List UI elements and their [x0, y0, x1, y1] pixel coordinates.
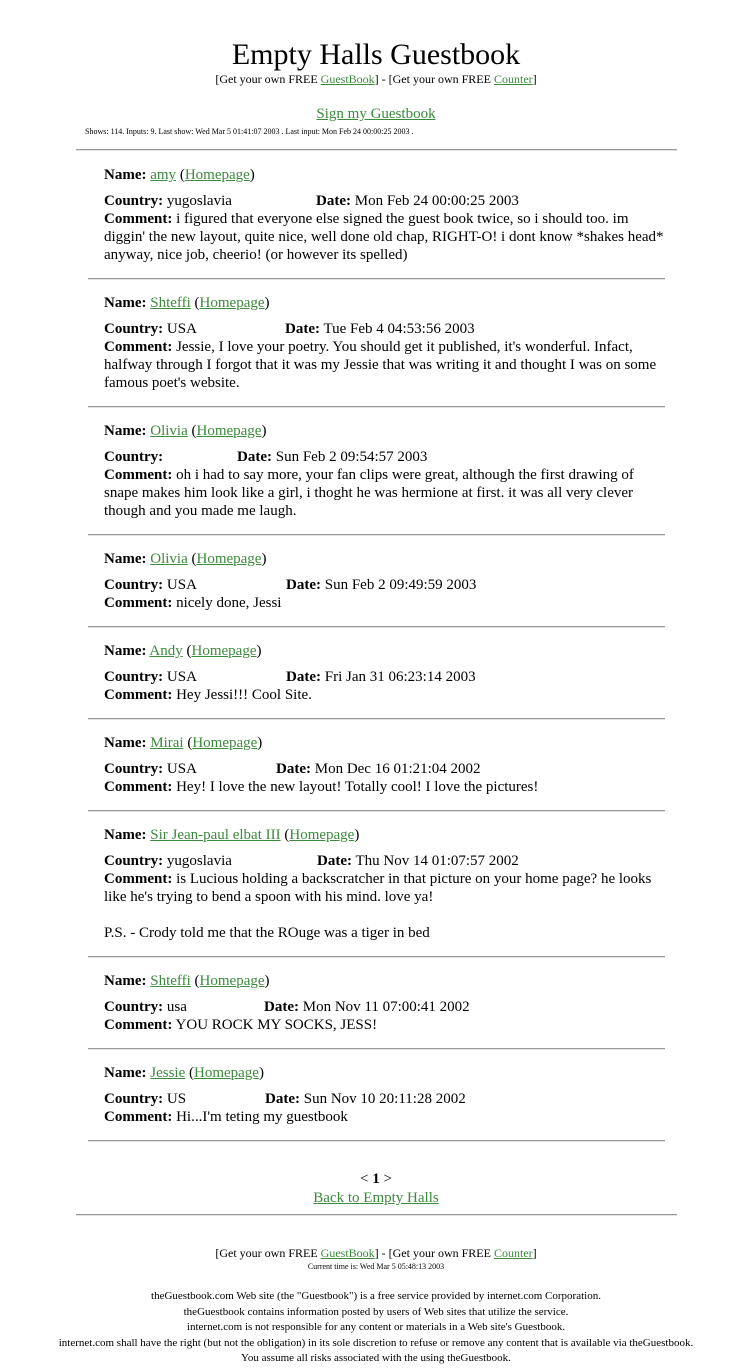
- comment-label: Comment:: [104, 779, 173, 795]
- country-label: Country:: [104, 999, 164, 1015]
- comment-row: [104, 466, 664, 520]
- page-header: [0, 0, 752, 123]
- name-row: Name: Olivia (Homepage): [104, 423, 267, 439]
- current-time: Current time is: Wed Mar 5 05:48:13 2003: [307, 1262, 445, 1271]
- comment-text: Hi...I'm teting my guestbook: [176, 1109, 348, 1125]
- legal-line: theGuestbook.com Web site (the "Guestbook") is a free service provided by internet.com Corporation.: [151, 1290, 601, 1302]
- date-value: Thu Nov 14 01:07:57 2002: [355, 853, 519, 869]
- promo-text-2: ] - [Get your own FREE: [374, 72, 494, 86]
- promo-text-1: [Get your own FREE: [215, 72, 321, 86]
- country-value: USA: [166, 321, 197, 337]
- comment-text: i figured that everyone else signed the guest book twice, so i should too. im diggin' the new layout, quite nice, well done old chap, RIGHT-O! i dont know *shakes head* anyway, nice job, cheerio! (or however its spelled): [104, 211, 664, 263]
- meta-row: [104, 1090, 664, 1108]
- comment-text: YOU ROCK MY SOCKS, JESS!: [175, 1017, 378, 1033]
- comment-row: [104, 778, 664, 796]
- name-row: Name: Andy (Homepage): [104, 643, 262, 659]
- date-label: Date:: [285, 321, 320, 337]
- comment-row: [104, 1016, 664, 1034]
- meta-row: [104, 852, 664, 870]
- counter-promo-link-bottom[interactable]: Counter: [493, 1246, 533, 1260]
- country-label: Country:: [104, 761, 164, 777]
- pager: [0, 1170, 752, 1188]
- comment-label: Comment:: [104, 687, 173, 703]
- meta-row: [104, 192, 664, 210]
- comment-text: Jessie, I love your poetry. You should get it published, it's wonderful. Infact, halfway through I forgot that it was my Jessie that was writing it and thought I was on some famous poet's website.: [104, 339, 657, 391]
- country-value: yugoslavia: [166, 853, 232, 869]
- sign-guestbook-link[interactable]: Sign my Guestbook: [316, 106, 436, 122]
- comment-text: is Lucious holding a backscratcher in that picture on your home page? he looks like he's trying to bend a spoon with his mind. love ya!: [104, 871, 652, 905]
- author-name-link[interactable]: Olivia: [150, 551, 188, 567]
- author-name-link[interactable]: Sir Jean-paul elbat III: [150, 827, 281, 843]
- name-label: Name:: [104, 551, 147, 567]
- country-label: Country:: [104, 193, 164, 209]
- entry-divider: [88, 810, 665, 812]
- name-row: Name: Sir Jean-paul elbat III (Homepage): [104, 827, 360, 843]
- date-label: Date:: [286, 669, 321, 685]
- meta-row: [104, 668, 664, 686]
- comment-label: Comment:: [104, 595, 173, 611]
- name-row: Name: Jessie (Homepage): [104, 1065, 264, 1081]
- comment-label: Comment:: [104, 1109, 173, 1125]
- country-label: Country:: [104, 449, 164, 465]
- date-value: Sun Feb 2 09:54:57 2003: [275, 449, 428, 465]
- entry-divider: [88, 626, 665, 628]
- guestbook-entry: [104, 734, 664, 796]
- date-value: Mon Feb 24 00:00:25 2003: [354, 193, 519, 209]
- comment-label: Comment:: [104, 1017, 173, 1033]
- name-label: Name:: [104, 827, 147, 843]
- homepage-link[interactable]: Homepage: [191, 643, 257, 659]
- name-label: Name:: [104, 1065, 147, 1081]
- homepage-link[interactable]: Homepage: [196, 551, 262, 567]
- country-value: US: [166, 1091, 187, 1107]
- author-name-link[interactable]: Shteffi: [150, 295, 191, 311]
- date-label: Date:: [276, 761, 311, 777]
- date-field: [317, 852, 519, 870]
- date-value: Sun Nov 10 20:11:28 2002: [303, 1091, 466, 1107]
- name-label: Name:: [104, 295, 147, 311]
- guestbook-entry: [104, 166, 664, 264]
- guestbook-promo-link[interactable]: GuestBook: [320, 72, 375, 86]
- promo-text-1: [Get your own FREE: [215, 1246, 321, 1260]
- guestbook-entry: [104, 550, 664, 612]
- legal-notice: [0, 1289, 752, 1367]
- entry-divider: [88, 718, 665, 720]
- date-label: Date:: [317, 853, 352, 869]
- country-label: Country:: [104, 853, 164, 869]
- name-row: Name: amy (Homepage): [104, 167, 255, 183]
- back-to-empty-halls-link[interactable]: Back to Empty Halls: [313, 1190, 439, 1206]
- country-value: USA: [166, 761, 197, 777]
- homepage-link[interactable]: Homepage: [193, 1065, 259, 1081]
- promo-line-top: [0, 72, 752, 87]
- pager-next[interactable]: >: [383, 1171, 392, 1187]
- date-field: [285, 320, 475, 338]
- country-label: Country:: [104, 1091, 164, 1107]
- entry-divider: [88, 956, 665, 958]
- entry-divider: [88, 1140, 665, 1142]
- date-field: [265, 1090, 466, 1108]
- country-label: Country:: [104, 669, 164, 685]
- homepage-link[interactable]: Homepage: [289, 827, 355, 843]
- date-field: [316, 192, 519, 210]
- country-value: USA: [166, 577, 197, 593]
- legal-line: You assume all risks associated with the using theGuestbook.: [241, 1352, 511, 1364]
- guestbook-promo-link-bottom[interactable]: GuestBook: [320, 1246, 375, 1260]
- back-link-wrap: [0, 1189, 752, 1207]
- promo-text-3: ]: [532, 72, 537, 86]
- date-field: [286, 668, 476, 686]
- homepage-link[interactable]: Homepage: [192, 735, 258, 751]
- comment-row: [104, 594, 664, 612]
- meta-row: [104, 760, 664, 778]
- comment-label: Comment:: [104, 211, 173, 227]
- country-value: USA: [166, 669, 197, 685]
- date-field: [264, 998, 470, 1016]
- date-value: Sun Feb 2 09:49:59 2003: [324, 577, 477, 593]
- stats-line: Shows: 114. Inputs: 9. Last show: Wed Mar 5 01:41:07 2003 . Last input: Mon Feb 24 00:00:25 2003 .: [85, 127, 414, 136]
- comment-text: oh i had to say more, your fan clips were great, although the first drawing of snape makes him look like a girl, i thoght he was hermione at first. it was all very clever though and you made me laugh.: [104, 467, 634, 519]
- country-value: usa: [166, 999, 187, 1015]
- promo-text-2: ] - [Get your own FREE: [374, 1246, 494, 1260]
- name-label: Name:: [104, 167, 147, 183]
- homepage-link[interactable]: Homepage: [199, 973, 265, 989]
- date-field: [237, 448, 427, 466]
- name-label: Name:: [104, 973, 147, 989]
- date-value: Mon Nov 11 07:00:41 2002: [302, 999, 470, 1015]
- date-field: [276, 760, 481, 778]
- legal-line: internet.com is not responsible for any content or materials in a Web site's Guestbook.: [186, 1321, 566, 1333]
- date-value: Tue Feb 4 04:53:56 2003: [323, 321, 475, 337]
- comment-label: Comment:: [104, 871, 173, 887]
- entry-divider: [88, 278, 665, 280]
- date-label: Date:: [316, 193, 351, 209]
- promo-text-3: ]: [532, 1246, 537, 1260]
- name-label: Name:: [104, 643, 147, 659]
- comment-row: [104, 1108, 664, 1126]
- entry-divider: [88, 534, 665, 536]
- comment-label: Comment:: [104, 467, 173, 483]
- entry-divider: [88, 1048, 665, 1050]
- legal-line: theGuestbook contains information posted by users of Web sites that utilize the service.: [183, 1305, 569, 1318]
- comment-row: [104, 870, 664, 906]
- comment-text: Hey! I love the new layout! Totally cool! I love the pictures!: [176, 779, 539, 795]
- date-value: Fri Jan 31 06:23:14 2003: [324, 669, 476, 685]
- name-row: Name: Olivia (Homepage): [104, 551, 267, 567]
- date-label: Date:: [286, 577, 321, 593]
- date-label: Date:: [264, 999, 299, 1015]
- author-name-link[interactable]: Olivia: [150, 423, 188, 439]
- guestbook-entry: [104, 422, 664, 520]
- guestbook-entry: [104, 642, 664, 704]
- homepage-link[interactable]: Homepage: [184, 167, 250, 183]
- author-name-link[interactable]: amy: [150, 167, 177, 183]
- comment-text: Hey Jessi!!! Cool Site.: [176, 687, 312, 703]
- country-label: Country:: [104, 321, 164, 337]
- date-value: Mon Dec 16 01:21:04 2002: [314, 761, 481, 777]
- pager-prev[interactable]: <: [360, 1171, 369, 1187]
- date-field: [286, 576, 476, 594]
- legal-line: internet.com shall have the right (but not the obligation) in its sole discretion to refuse or remove any content that is available via theGuestbook.: [58, 1336, 694, 1349]
- homepage-link[interactable]: Homepage: [196, 423, 262, 439]
- author-name-link[interactable]: Andy: [149, 643, 183, 659]
- comment-row: [104, 686, 664, 704]
- name-row: Name: Shteffi (Homepage): [104, 973, 270, 989]
- name-row: Name: Mirai (Homepage): [104, 735, 263, 751]
- header-divider: [76, 149, 677, 151]
- author-name-link[interactable]: Shteffi: [150, 973, 191, 989]
- guestbook-entry: [104, 826, 664, 942]
- meta-row: [104, 448, 664, 466]
- footer-divider: [76, 1214, 677, 1216]
- comment-text: nicely done, Jessi: [176, 595, 282, 611]
- meta-row: [104, 576, 664, 594]
- name-label: Name:: [104, 423, 147, 439]
- author-name-link[interactable]: Jessie: [150, 1065, 186, 1081]
- homepage-link[interactable]: Homepage: [199, 295, 265, 311]
- pager-current: 1: [372, 1171, 380, 1187]
- author-name-link[interactable]: Mirai: [150, 735, 184, 751]
- name-row: Name: Shteffi (Homepage): [104, 295, 270, 311]
- comment-postscript: P.S. - Crody told me that the ROuge was a tiger in bed: [104, 925, 430, 941]
- country-label: Country:: [104, 577, 164, 593]
- guestbook-entry: [104, 294, 664, 392]
- date-label: Date:: [237, 449, 272, 465]
- entry-divider: [88, 406, 665, 408]
- comment-row: [104, 338, 664, 392]
- comment-label: Comment:: [104, 339, 173, 355]
- date-label: Date:: [265, 1091, 300, 1107]
- counter-promo-link[interactable]: Counter: [493, 72, 533, 86]
- meta-row: [104, 998, 664, 1016]
- comment-row: [104, 210, 664, 264]
- country-value: yugoslavia: [166, 193, 232, 209]
- promo-line-bottom: [0, 1246, 752, 1261]
- page-title: Empty Halls Guestbook: [231, 38, 521, 71]
- meta-row: [104, 320, 664, 338]
- name-label: Name:: [104, 735, 147, 751]
- guestbook-entry: [104, 1064, 664, 1126]
- guestbook-entry: [104, 972, 664, 1034]
